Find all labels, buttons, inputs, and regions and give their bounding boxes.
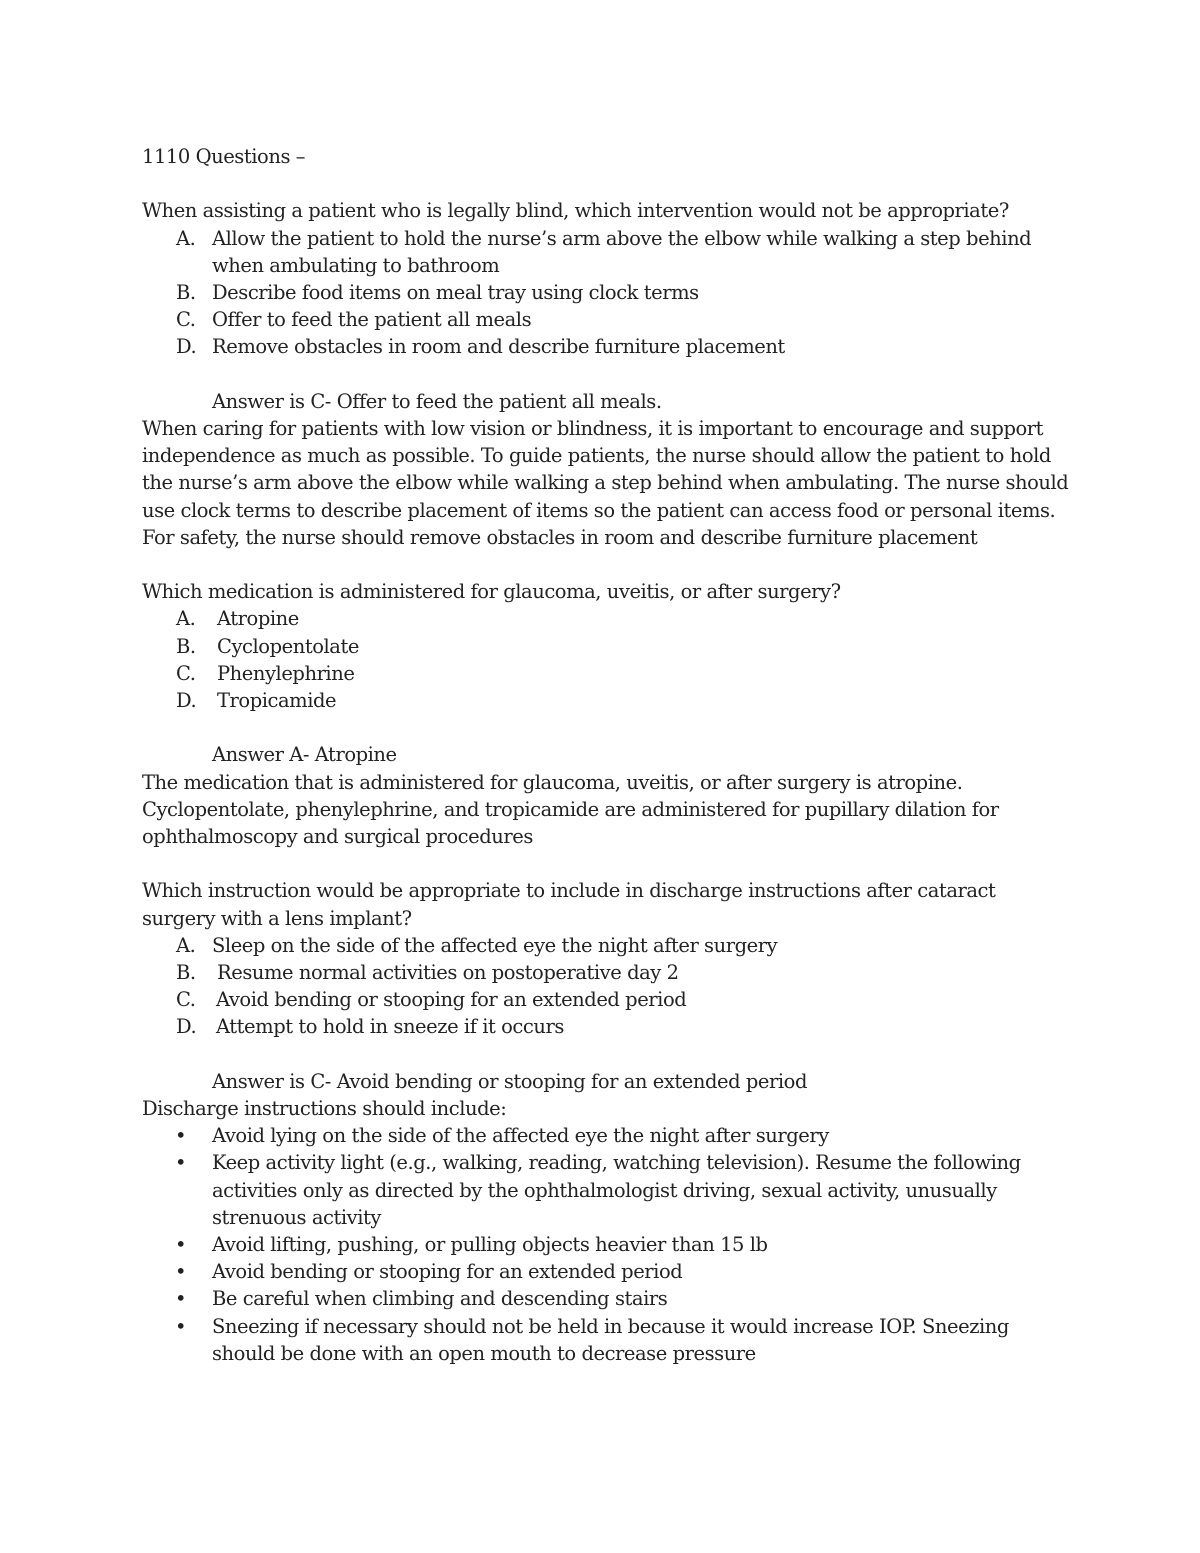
- question-3-options: [142, 932, 1072, 1041]
- option-item: C. Phenylephrine: [176, 661, 355, 685]
- option-item: D. Remove obstacles in room and describe furniture placement: [176, 335, 785, 359]
- option-item: D. Attempt to hold in sneeze if it occurs: [176, 1015, 564, 1039]
- option-item: B. Describe food items on meal tray using clock terms: [176, 281, 699, 304]
- question-1-options: [142, 225, 1072, 361]
- option-item: B. Cyclopentolate: [176, 634, 359, 658]
- option-item: D. Tropicamide: [176, 689, 337, 713]
- document-page: [142, 143, 1072, 1367]
- question-1-answer: Answer is C- Offer to feed the patient all meals.: [212, 389, 662, 413]
- bullet-icon: •: [175, 1124, 187, 1148]
- question-2-options: [142, 605, 1072, 714]
- option-item: B. Resume normal activities on postoperative day 2: [176, 961, 679, 985]
- bullet-icon: •: [175, 1233, 187, 1257]
- bullet-icon: •: [175, 1151, 187, 1175]
- document-title: 1110 Questions –: [142, 145, 306, 168]
- question-3-text: Which instruction would be appropriate to include in discharge instructions after cataract surgery with a lens implant?: [142, 879, 996, 930]
- option-item: A. Allow the patient to hold the nurse’s arm above the elbow while walking a step behind when ambulating to bathroom: [176, 226, 1032, 277]
- option-item: A. Sleep on the side of the affected eye the night after surgery: [176, 933, 778, 957]
- question-3-explanation-intro: Discharge instructions should include:: [142, 1097, 507, 1121]
- bullet-icon: •: [175, 1287, 187, 1311]
- bullet-icon: •: [175, 1314, 187, 1338]
- question-2-explanation: The medication that is administered for glaucoma, uveitis, or after surgery is atropine. Cyclopentolate, phenylephrine, and tropicamide are administered for pupillary dilation for ophthalmoscopy and surgical procedures: [142, 770, 999, 849]
- option-item: C. Avoid bending or stooping for an extended period: [176, 988, 687, 1012]
- list-item: • Avoid bending or stooping for an extended period: [142, 1258, 1072, 1285]
- question-2-answer: Answer A- Atropine: [212, 743, 397, 767]
- question-1-text: When assisting a patient who is legally blind, which intervention would not be appropriate?: [142, 199, 1009, 223]
- list-item: • Be careful when climbing and descending stairs: [142, 1285, 1072, 1312]
- question-1-explanation: When caring for patients with low vision or blindness, it is important to encourage and support independence as much as possible. To guide patients, the nurse should allow the patient to hold the nurse’s arm above the elbow while walking a step behind when ambulating. The nurse should use clock terms to describe placement of items so the patient can access food or personal items. For safety, the nurse should remove obstacles in room and describe furniture placement: [142, 417, 1069, 549]
- bullet-icon: •: [175, 1260, 187, 1284]
- question-3-answer: Answer is C- Avoid bending or stooping for an extended period: [212, 1069, 807, 1093]
- list-item: • Avoid lifting, pushing, or pulling objects heavier than 15 lb: [142, 1231, 1072, 1258]
- list-item: • Sneezing if necessary should not be held in because it would increase IOP. Sneezing should be done with an open mouth to decrease pressure: [175, 1314, 1009, 1365]
- discharge-instructions-list: [142, 1122, 1072, 1367]
- list-item: • Keep activity light (e.g., walking, reading, watching television). Resume the following activities only as directed by the ophthalmologist driving, sexual activity, unusually strenuous activity: [175, 1151, 1021, 1229]
- list-item: • Avoid lying on the side of the affected eye the night after surgery: [142, 1122, 1072, 1149]
- question-2-text: Which medication is administered for glaucoma, uveitis, or after surgery?: [142, 580, 841, 604]
- option-item: A. Atropine: [176, 607, 299, 631]
- option-item: C. Offer to feed the patient all meals: [176, 308, 532, 332]
